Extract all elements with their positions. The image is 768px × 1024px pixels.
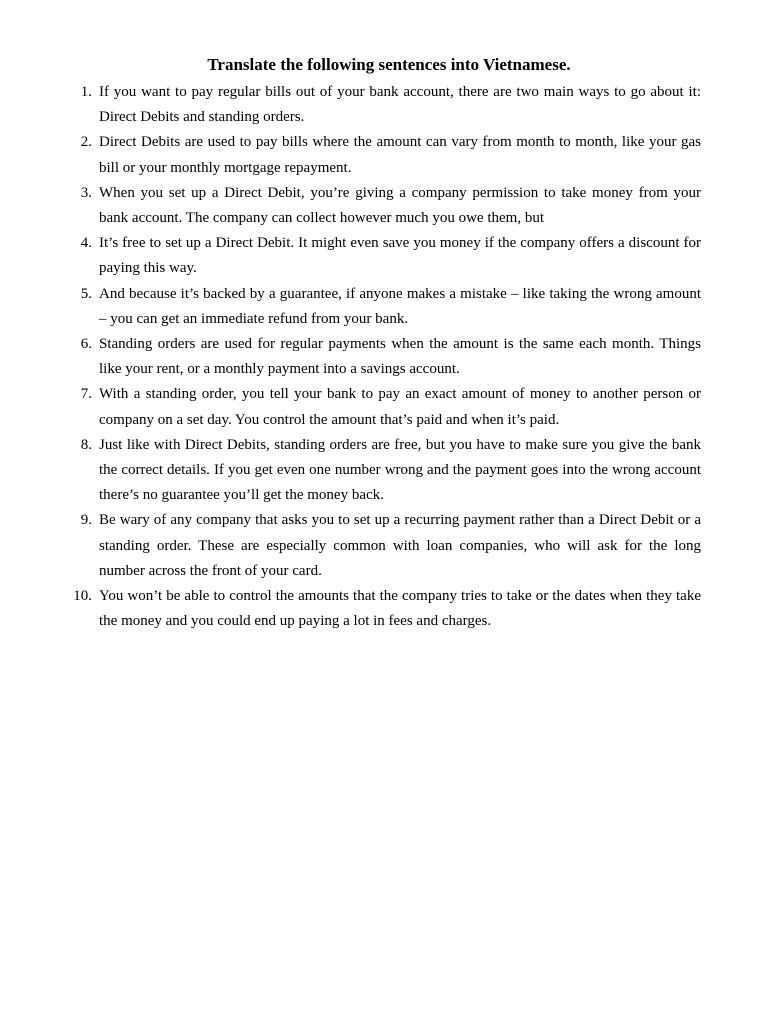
- item-text: You won’t be able to control the amounts that the company tries to take or the dates when they take the money and you could end up paying a lot in fees and charges.: [99, 588, 701, 630]
- item-number: 1.: [80, 84, 92, 100]
- list-item: [0, 584, 701, 634]
- item-text: Just like with Direct Debits, standing orders are free, but you have to make sure you give the bank the correct details. If you get even one number wrong and the payment goes into the wrong account there’s no guarantee you’ll get the money back.: [99, 436, 701, 504]
- list-item: [0, 130, 701, 180]
- list-item: [0, 282, 701, 332]
- item-text: It’s free to set up a Direct Debit. It might even save you money if the company offers a discount for paying this way.: [99, 235, 701, 277]
- list-item: [0, 433, 701, 509]
- item-text: Standing orders are used for regular payments when the amount is the same each month. Things like your rent, or a monthly payment into a savings account.: [99, 336, 701, 378]
- sentence-list: [0, 80, 768, 634]
- item-number: 6.: [80, 336, 92, 353]
- list-item: [0, 80, 701, 130]
- item-text: When you set up a Direct Debit, you’re giving a company permission to take money from your bank account. The company can collect however much you owe them, but: [99, 184, 701, 227]
- list-item: [0, 382, 701, 432]
- item-text: Be wary of any company that asks you to set up a recurring payment rather than a Direct Debit or a standing order. These are especially common with loan companies, who will ask for the long number across the front of your card.: [99, 512, 701, 579]
- item-number: 10.: [73, 588, 92, 605]
- list-item: [0, 508, 701, 584]
- item-number: 8.: [80, 436, 92, 453]
- item-number: 5.: [80, 285, 92, 302]
- list-item: [0, 181, 701, 231]
- item-text: And because it’s backed by a guarantee, if anyone makes a mistake – like taking the wrong amount – you can get an immediate refund from your bank.: [99, 285, 701, 327]
- list-item: [0, 231, 701, 281]
- page-title: Translate the following sentences into Vietnamese.: [207, 55, 571, 74]
- item-number: 2.: [80, 134, 92, 151]
- item-text: Direct Debits are used to pay bills where the amount can vary from month to month, like your gas bill or your monthly mortgage repayment.: [99, 134, 701, 176]
- item-number: 9.: [80, 512, 92, 529]
- item-text: With a standing order, you tell your bank to pay an exact amount of money to another person or company on a set day. You control the amount that’s paid and when it’s paid.: [99, 386, 701, 428]
- item-number: 4.: [80, 235, 92, 252]
- item-number: 7.: [80, 386, 92, 403]
- item-number: 3.: [80, 184, 92, 201]
- list-item: [0, 332, 701, 382]
- item-text: If you want to pay regular bills out of your bank account, there are two main ways to go about it: Direct Debits and standing orders.: [99, 84, 701, 126]
